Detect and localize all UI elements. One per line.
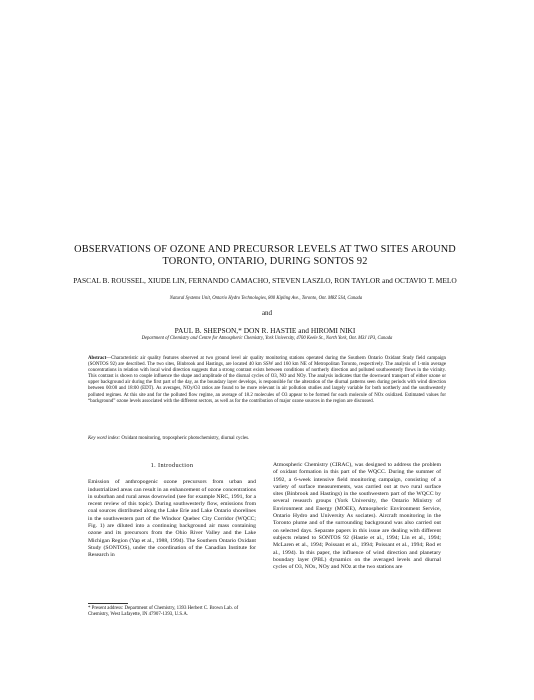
affiliation-1: Natural Systems Unit, Ontario Hydro Technologies, 800 Kipling Ave., Toronto, Ont. M8Z 5S4, Canada: [169, 296, 363, 301]
intro-paragraph-left: Emission of anthropogenic ozone precursors from urban and industrialized areas can result in an enhancement of ozone concentrations in suburban and rural areas downwind (see for example NRC, 1991, for a recent review of this topic). During southwesterly flow, emissions from coal sources distributed along the Lake Erie and Lake Ontario shorelines in the southwestern part of the Windsor Quebec City Corridor (WQCC; Fig. 1) are diluted into a continuing background air mass containing ozone and its precursors from the Ohio River Valley and the Lake Michigan Region (Yap et al., 1988, 1994). The Southern Ontario Oxidant Study (SONTOS), under the coordination of the Canadian Institute for Research in: [88, 479, 256, 559]
column-left: [88, 462, 256, 560]
footnote-rule: [88, 603, 128, 604]
authors-group-1: PASCAL B. ROUSSEL, XIUDE LIN, FERNANDO CAMACHO, STEVEN LASZLO, RON TAYLOR and OCTAVIO T. MELO: [73, 276, 457, 285]
keywords: [88, 436, 446, 442]
section-heading-introduction: 1. Introduction: [150, 462, 194, 469]
abstract-label: Abstract: [88, 356, 107, 361]
keywords-label: Key word index:: [88, 436, 121, 441]
abstract: [88, 356, 446, 405]
authors-group-2: PAUL B. SHEPSON,* DON R. HASTIE and HIROMI NIKI: [174, 326, 356, 335]
and-separator: and: [261, 309, 273, 317]
keywords-text: Oxidant monitoring, tropospheric photochemistry, diurnal cycles.: [120, 436, 250, 441]
intro-paragraph-right: Atmospheric Chemistry (CIRAC), was designed to address the problem of oxidant formation in this part of the WQCC. During the summer of 1992, a 6-week intensive field monitoring campaign, consisting of a variety of surface measurements, was carried out at two rural surface sites (Binbrook and Hastings) in the southwestern part of the WQCC by several research groups (York University, the Ontario Ministry of Environment and Energy (MOEE), Atmospheric Environment Service, Ontario Hydro and University As sociates). Aircraft monitoring in the Toronto plume and of the surrounding background was also carried out on selected days. Separate papers in this issue are dealing with different subjects related to SONTOS 92 (Hastie et al., 1994; Lin et al., 1994; McLaren et al., 1994; Poissant et al., 1994; Poissant et al., 1994; Rod et al., 1994). In this paper, the influence of wind direction and planetary boundary layer (PBL) dynamics on the averaged levels and diurnal cycles of O3, NOx, NOy and NOz at the two stations are: [273, 462, 441, 571]
column-right: [273, 462, 441, 571]
paper-title: OBSERVATIONS OF OZONE AND PRECURSOR LEVELS AT TWO SITES AROUND TORONTO, ONTARIO, DURING SONTOS 92: [74, 243, 456, 267]
affiliation-2: Department of Chemistry and Centre for Atmospheric Chemistry, York University, 4700 Keele St., North York, Ont. M3J 1P3, Canada: [141, 336, 393, 341]
abstract-text: —Characteristic air quality features observed at two ground level air quality monitoring stations operated during the Southern Ontario Oxidant Study field campaign (SONTOS 92) are described. The two sites, Binbrook and Hastings, are located 40 km SSW and 160 km NE of Metropolitan Toronto, respectively. The analysis of 1-min average concentrations in relation with local wind direction suggests that a strong contrast exists between conditions of northerly direction and polluted southwesterly flows in the vicinity. This contrast is shown to couple influence the shape and amplitude of the diurnal cycles of O3, NO and NOy. The analysis indicates that the downward transport of either ozone or upper background air during the first part of the day, as the boundary layer develops, is responsible for the alteration of the diurnal patterns seen during periods with wind direction between 00:00 and 18:00 (EDT). As averages, NOy/O3 ratios are found to be more relevant in air pollution studies and largely variable for both northerly and the southwesterly polluted regimes. At this site and for the polluted flow regime, an average of 18.2 molecules of O3 appear to be formed for each molecule of NOx oxidized. Estimated values for “background” ozone levels associated with the different sectors, as well as for the contribution of major ozone sources in the region are discussed.: [88, 356, 446, 404]
footnote: * Present address: Department of Chemistry, 1393 Herbert C. Brown Lab. of Chemistry, West Lafayette, IN 47907-1393, U.S.A.: [88, 606, 239, 617]
